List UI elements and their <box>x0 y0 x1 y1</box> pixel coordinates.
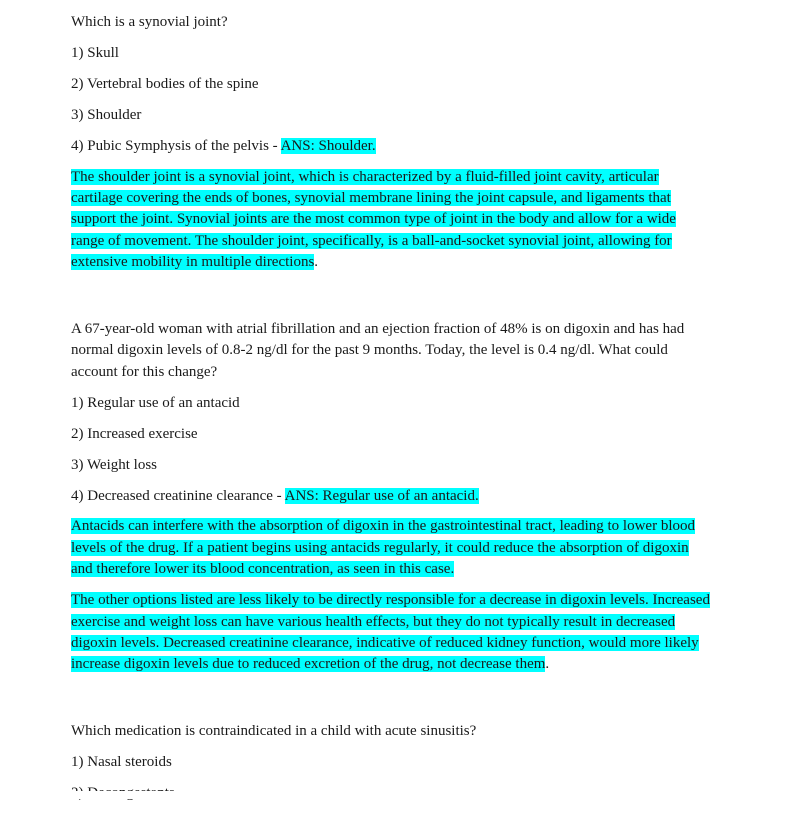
question-2-option-4-label: 4) Decreased creatinine clearance - <box>71 487 285 504</box>
question-2-explanation-2-end: . <box>545 656 550 673</box>
question-2-explanation-1-highlight: Antacids can interfere with the absorption of digoxin in the gastrointestinal tract, leading to lower blood levels of the drug. If a patient begins using antacids regularly, it could reduce the absorption of digoxin and therefore lower its blood concentration, as seen in this case. <box>71 518 696 578</box>
page-bottom-edge <box>0 791 794 799</box>
question-1-text: Which is a synovial joint? <box>71 14 228 30</box>
question-3-option-1: 1) Nasal steroids <box>71 754 172 771</box>
question-1-option-4-label: 4) Pubic Symphysis of the pelvis - <box>71 137 281 154</box>
question-1-option-4 <box>71 136 711 157</box>
question-2-explanation-1 <box>71 516 711 580</box>
question-1-option-3: 3) Shoulder <box>71 106 142 123</box>
question-2-explanation-2-highlight: The other options listed are less likely to be directly responsible for a decrease in digoxin levels. Increased exercise and weight loss can have various health effects, but they do not typically result in decreased digoxin levels. Decreased creatinine clearance, indicative of reduced kidney function, would more likely increase digoxin levels due to reduced excretion of the drug, not decrease them <box>71 592 710 673</box>
question-2-answer: ANS: Regular use of an antacid. <box>284 487 479 504</box>
question-1-explanation <box>71 167 711 274</box>
question-3-text: Which medication is contraindicated in a child with acute sinusitis? <box>71 723 477 740</box>
spacer <box>71 283 711 319</box>
question-1-option-2: 2) Vertebral bodies of the spine <box>71 75 259 92</box>
question-1-option-1: 1) Skull <box>71 44 119 61</box>
question-1-explanation-highlight: The shoulder joint is a synovial joint, which is characterized by a fluid-filled joint cavity, articular cartilage covering the ends of bones, synovial membrane lining the joint capsule, and ligaments that support the joint. Synovial joints are the most common type of joint in the body and allow for a wide range of movement. The shoulder joint, specifically, is a ball-and-socket synovial joint, allowing for extensive mobility in multiple directions <box>71 168 676 271</box>
document-page <box>71 12 711 814</box>
question-2-text: A 67-year-old woman with atrial fibrillation and an ejection fraction of 48% is on digoxin and has had normal digoxin levels of 0.8-2 ng/dl for the past 9 months. Today, the level is 0.4 ng/dl. What could account for this change? <box>71 321 685 380</box>
spacer <box>71 685 711 721</box>
question-2-option-3: 3) Weight loss <box>71 456 158 473</box>
question-2-option-4 <box>71 486 711 507</box>
question-1-explanation-end: . <box>314 254 319 271</box>
question-2-option-2: 2) Increased exercise <box>71 425 198 442</box>
question-1-answer: ANS: Shoulder. <box>280 137 376 154</box>
question-2-explanation-2 <box>71 590 711 676</box>
question-2-option-1: 1) Regular use of an antacid <box>71 394 240 411</box>
